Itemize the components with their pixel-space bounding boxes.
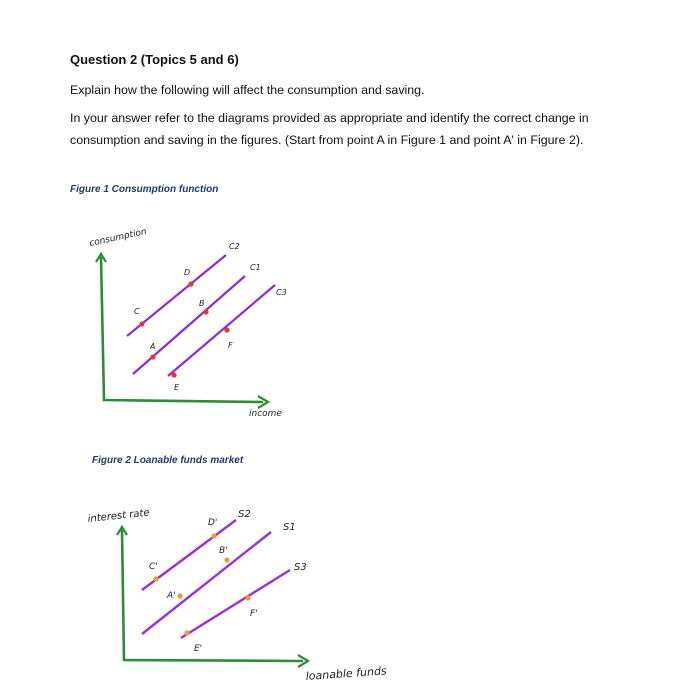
line-s3 bbox=[181, 570, 290, 638]
question-heading: Question 2 (Topics 5 and 6) bbox=[70, 52, 239, 67]
figure1-y-axis-label: consumption bbox=[88, 227, 148, 249]
figure1-caption: Figure 1 Consumption function bbox=[70, 184, 219, 195]
figure2-y-axis bbox=[122, 530, 302, 661]
label-point-e: E bbox=[174, 383, 180, 392]
label-c3: C3 bbox=[276, 288, 287, 297]
point-c bbox=[139, 321, 144, 326]
label-s1: S1 bbox=[283, 522, 296, 533]
point-a-prime bbox=[177, 593, 182, 598]
figure1-consumption-function bbox=[89, 227, 287, 419]
figure2-caption: Figure 2 Loanable funds market bbox=[92, 455, 244, 466]
point-f bbox=[224, 327, 229, 332]
label-c2: C2 bbox=[229, 242, 240, 251]
figure1-y-axis bbox=[101, 258, 262, 402]
point-d-prime bbox=[211, 533, 216, 538]
point-e-prime bbox=[184, 630, 189, 635]
figure2-x-axis-label: loanable funds bbox=[305, 664, 388, 683]
label-point-d-prime: D' bbox=[208, 518, 218, 528]
figure2-loanable-funds-market bbox=[87, 508, 387, 683]
point-d bbox=[188, 281, 193, 286]
label-point-d: D bbox=[184, 268, 191, 277]
label-point-b-prime: B' bbox=[219, 546, 228, 556]
figure1-x-axis-label: income bbox=[249, 409, 282, 419]
label-point-a-prime: A' bbox=[167, 591, 176, 601]
label-point-c-prime: C' bbox=[149, 562, 158, 572]
question-instruction: Explain how the following will affect the consumption and saving. bbox=[70, 83, 425, 97]
label-point-f-prime: F' bbox=[250, 609, 258, 619]
point-b bbox=[203, 309, 208, 314]
label-c1: C1 bbox=[250, 263, 261, 272]
label-s2: S2 bbox=[238, 509, 251, 520]
label-point-e-prime: E' bbox=[194, 644, 203, 654]
label-point-c: C bbox=[134, 307, 140, 316]
label-point-a: A bbox=[150, 342, 156, 351]
point-a bbox=[150, 354, 155, 359]
label-s3: S3 bbox=[294, 562, 307, 573]
label-point-f: F bbox=[228, 341, 233, 350]
question-details: In your answer refer to the diagrams provided as appropriate and identify the correct change in consumption and saving in the figures. (Start from point A in Figure 1 and point A' in Figure 2). bbox=[70, 111, 589, 147]
point-f-prime bbox=[245, 595, 250, 600]
point-c-prime bbox=[153, 576, 158, 581]
point-e bbox=[171, 372, 176, 377]
label-point-b: B bbox=[199, 299, 205, 308]
figure2-y-axis-label: interest rate bbox=[87, 507, 151, 525]
point-b-prime bbox=[224, 557, 229, 562]
